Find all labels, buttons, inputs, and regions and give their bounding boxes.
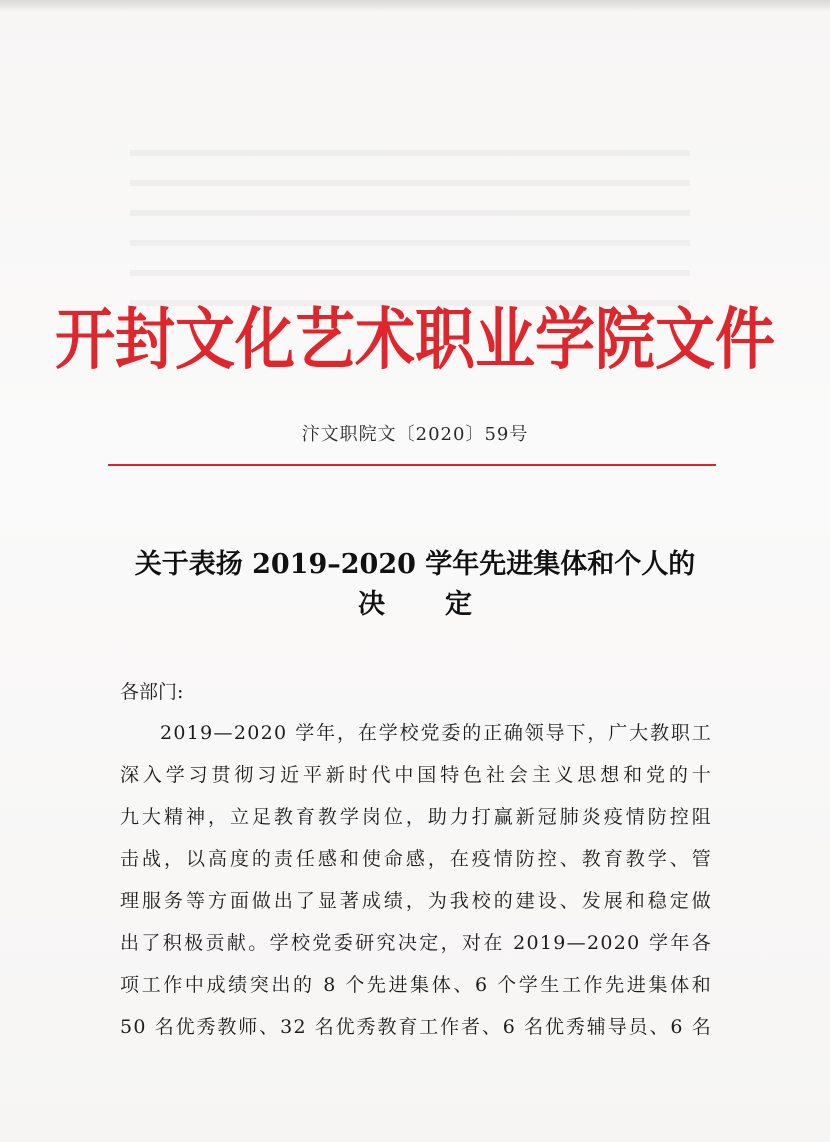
salutation: 各部门: xyxy=(120,681,184,703)
red-divider-line xyxy=(108,464,716,466)
body-line: 2019—2020 学年，在学校党委的正确领导下，广大教职工 xyxy=(160,722,712,744)
body-line: 出了积极贡献。学校党委研究决定，对在 2019—2020 学年各 xyxy=(120,932,712,954)
document-number: 汴文职院文〔2020〕59号 xyxy=(301,424,529,445)
body-line: 九大精神，立足教育教学岗位，助力打赢新冠肺炎疫情防控阻 xyxy=(120,806,712,828)
body-line: 击战，以高度的责任感和使命感，在疫情防控、教育教学、管 xyxy=(120,848,712,870)
body-line: 50 名优秀教师、32 名优秀教育工作者、6 名优秀辅导员、6 名 xyxy=(120,1016,712,1038)
document-title-line1: 关于表扬 2019–2020 学年先进集体和个人的 xyxy=(134,549,696,580)
body-line: 项工作中成绩突出的 8 个先进集体、6 个学生工作先进集体和 xyxy=(120,974,712,996)
scan-edge-shadow xyxy=(0,0,830,12)
org-header-title: 开封文化艺术职业学院文件 xyxy=(55,300,775,380)
body-paragraph xyxy=(120,712,712,1048)
body-line: 深入学习贯彻习近平新时代中国特色社会主义思想和党的十 xyxy=(120,764,712,786)
document-title xyxy=(0,545,830,625)
document-title-line2: 决定 xyxy=(358,589,532,620)
bleed-through-texture xyxy=(130,150,690,310)
body-line: 理服务等方面做出了显著成绩，为我校的建设、发展和稳定做 xyxy=(120,890,712,912)
